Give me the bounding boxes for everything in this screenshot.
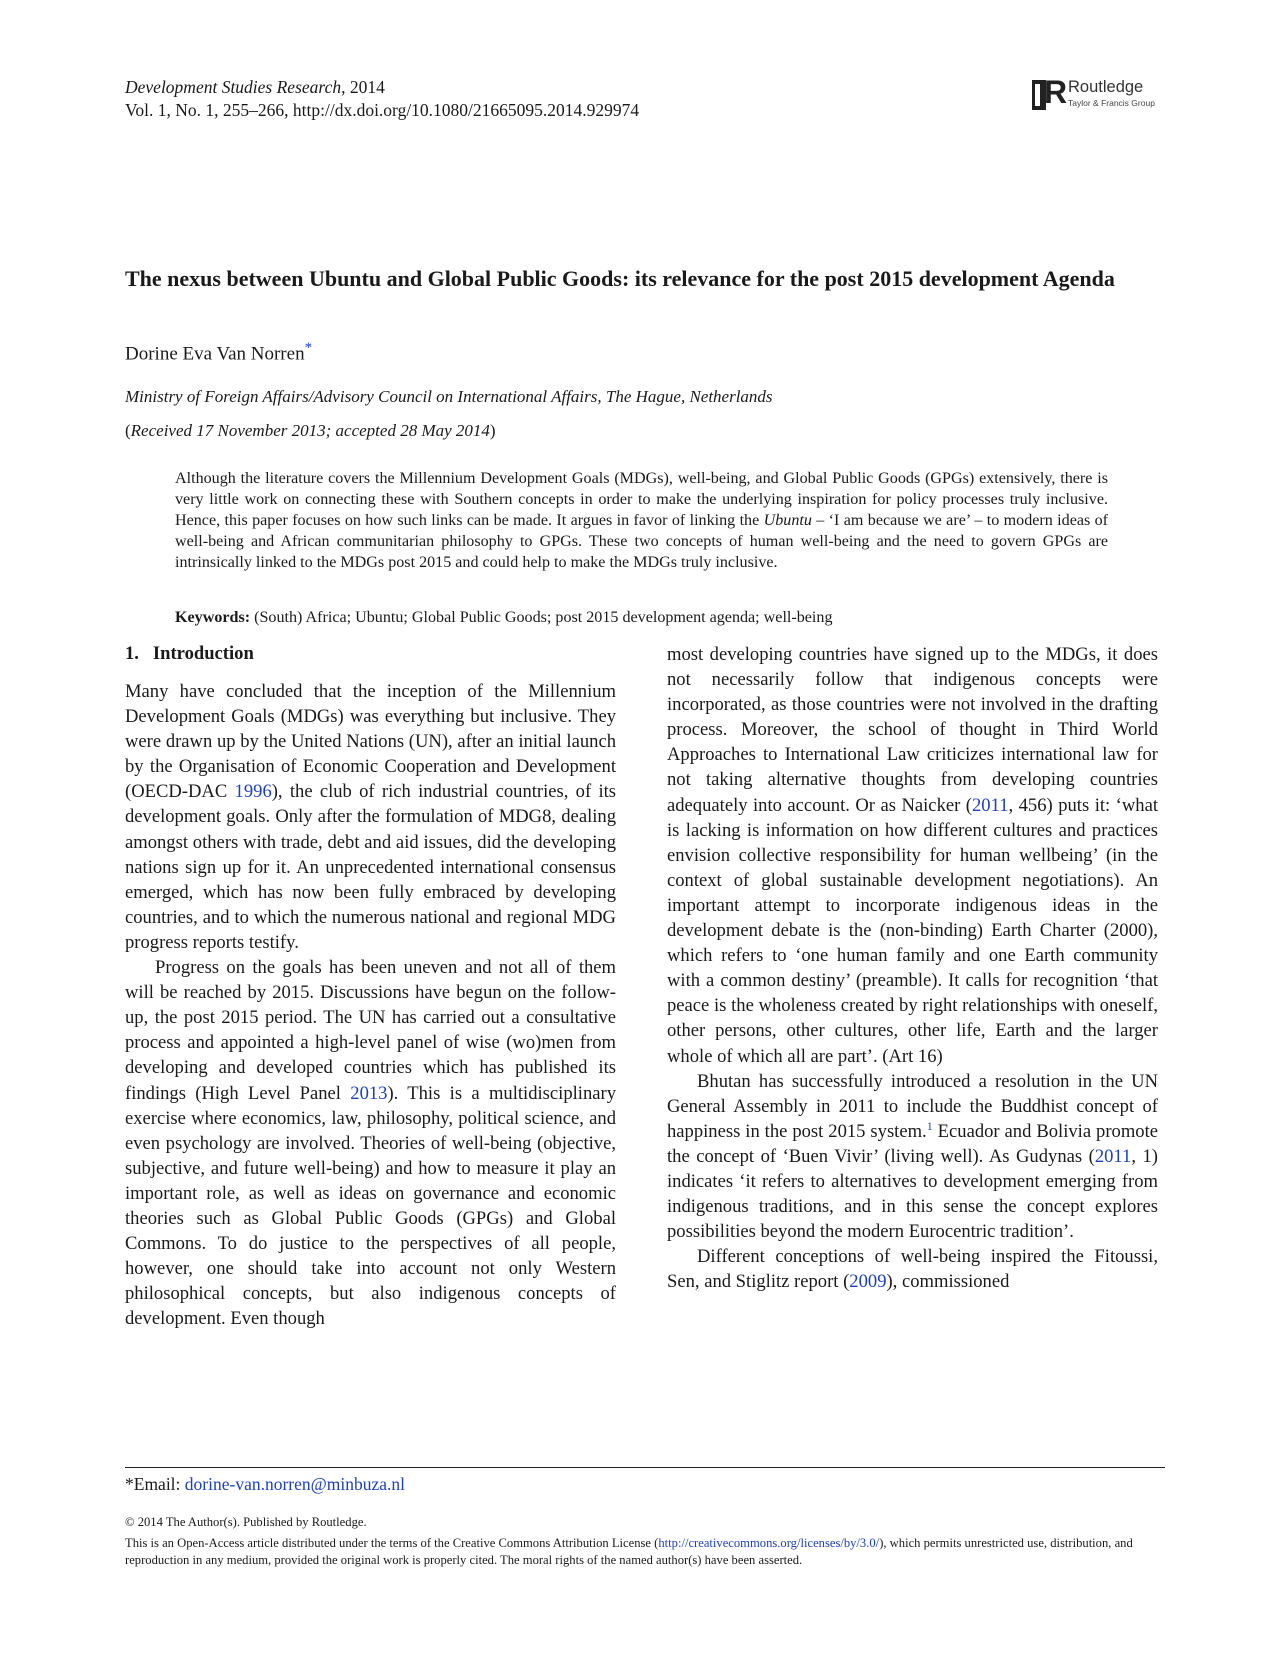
abstract-text-2: – ‘I am because we are’ – to modern ideas of well-being and African communitarian philosophy to GPGs. These two concepts of human well-being and the need to govern GPGs are intrinsically linked to the MDGs post 2015 and could help to make the MDGs truly inclusive.: [175, 512, 1109, 571]
paren-close: ): [489, 421, 496, 440]
routledge-logo: [1032, 74, 1162, 114]
author-name: Dorine Eva Van Norren: [125, 343, 305, 365]
abstract-text-1: Although the literature covers the Millennium Development Goals (MDGs), well-being, and Global Public Goods (GPGs) extensively, there is very little work on connecting these with Southern concepts in order to make the underlying inspiration for policy processes truly inclusive. Hence, this paper focuses on how such links can be made. It argues in favor of linking the: [175, 470, 1108, 529]
text: Ecuador and Bolivia promote the concept of ‘Buen Vivir’ (living well). As Gudynas (: [667, 1120, 1158, 1167]
paragraph: [667, 1244, 1158, 1294]
article-title: The nexus between Ubuntu and Global Public Goods: its relevance for the post 2015 development Agenda: [125, 266, 1115, 291]
citation-link[interactable]: 2009: [849, 1271, 887, 1293]
email-label: *Email:: [125, 1474, 185, 1494]
text: ), which permits unrestricted use, distribution, and reproduction in any medium, provided the original work is properly cited. The moral rights of the named author(s) have been asserted.: [125, 1536, 1133, 1567]
logo-letter: R: [1044, 74, 1068, 110]
keywords-label: Keywords:: [175, 609, 251, 626]
citation-link[interactable]: 2011: [1094, 1145, 1132, 1167]
text: ), the club of rich industrial countries, of its development goals. Only after the formulation of MDG8, dealing amongst others with trade, debt and aid issues, did the developing nations sign up for it. An unprecedented international consensus emerged, which has now been fully embraced by developing countries, and to which the numerous national and regional MDG progress reports testify.: [125, 781, 617, 953]
received-dates: [125, 420, 496, 442]
copyright-line: © 2014 The Author(s). Published by Routledge.: [125, 1515, 367, 1529]
paragraph: [667, 642, 1158, 1069]
author-line: [125, 336, 312, 366]
text: Many have concluded that the inception of the Millennium Development Goals (MDGs) was everything but inclusive. They were drawn up by the United Nations (UN), after an initial launch by the Organisation of Economic Cooperation and Development (OECD-DAC: [125, 681, 616, 803]
license-link[interactable]: http://creativecommons.org/licenses/by/3.0/: [658, 1536, 880, 1550]
logo-name: Routledge: [1068, 78, 1144, 96]
text: , 456) puts it: ‘what is lacking is information on how different cultures and practices envision collective responsibility for human wellbeing’ (in the context of global sustainable development negotiations). An important attempt to incorporate indigenous ideas in the development debate is the (non-binding) Earth Charter (2000), which refers to ‘one human family and one Earth community with a common destiny’ (preamble). It calls for recognition ‘that peace is the wholeness created by right relationships with oneself, other persons, other cultures, other life, Earth and the larger whole of which all are part’. (Art 16): [667, 794, 1159, 1067]
citation-line: Vol. 1, No. 1, 255–266, http://dx.doi.org/10.1080/21665095.2014.929974: [125, 100, 640, 120]
citation-link[interactable]: 2013: [350, 1082, 388, 1104]
citation-link[interactable]: 1996: [234, 781, 272, 803]
paragraph: [125, 679, 616, 955]
paren-open: (: [125, 421, 131, 440]
footnote-divider: [125, 1467, 1165, 1468]
text: Progress on the goals has been uneven and not all of them will be reached by 2015. Discussions have begun on the follow-up, the post 2015 period. The UN has carried out a consultative process and appointed a high-level panel of wise (wo)men from developing and developed countries which has published its findings (High Level Panel: [125, 957, 616, 1104]
email-footnote: [125, 1473, 405, 1495]
left-column: [125, 643, 617, 1331]
journal-header: [125, 76, 639, 122]
email-link[interactable]: dorine-van.norren@minbuza.nl: [184, 1474, 405, 1494]
author-footnote-mark[interactable]: *: [304, 340, 313, 356]
logo-tagline: Taylor & Francis Group: [1068, 98, 1155, 108]
keywords: [175, 607, 1108, 628]
affiliation: Ministry of Foreign Affairs/Advisory Council on International Affairs, The Hague, Netherlands: [125, 387, 773, 406]
text: ). This is a multidisciplinary exercise where economics, law, philosophy, political science, and even psychology are involved. Theories of well-being (objective, subjective, and future well-being) and how to measure it play an important role, as well as ideas on governance and economic theories such as Global Public Goods (GPGs) and Global Commons. To do justice to the perspectives of all people, however, one should take into account not only Western philosophical concepts, but also indigenous concepts of development. Even though: [125, 1082, 616, 1330]
text: , 1) indicates ‘it refers to alternatives to development emerging from indigenous traditions, and in this sense the concept explores possibilities beyond the modern Eurocentric tradition’.: [667, 1145, 1158, 1243]
keywords-list: (South) Africa; Ubuntu; Global Public Goods; post 2015 development agenda; well-being: [250, 609, 833, 626]
text: most developing countries have signed up to the MDGs, it does not necessarily follow that indigenous concepts were incorporated, as those countries were not involved in the drafting process. Moreover, the school of thought in Third World Approaches to International Law criticizes international law for not taking alternative thoughts from developing countries adequately into account. Or as Naicker (: [667, 644, 1158, 816]
journal-year: , 2014: [341, 77, 385, 97]
paragraph: [667, 1069, 1158, 1245]
text: Bhutan has successfully introduced a resolution in the UN General Assembly in 2011 to include the Buddhist concept of happiness in the post 2015 system.: [667, 1070, 1158, 1142]
journal-name: Development Studies Research: [125, 77, 342, 97]
copyright-block: [125, 1514, 1165, 1569]
text: This is an Open-Access article distributed under the terms of the Creative Commons Attribution License (: [125, 1536, 659, 1550]
journal-line: [125, 76, 639, 99]
abstract: [175, 468, 1108, 573]
right-column: [667, 642, 1158, 1294]
abstract-ubuntu: Ubuntu: [763, 512, 812, 529]
footnote-link[interactable]: 1: [926, 1118, 933, 1133]
section-heading: 1. Introduction: [125, 643, 254, 664]
paragraph: [125, 955, 616, 1331]
license-text: [125, 1535, 1165, 1569]
text: Different conceptions of well-being inspired the Fitoussi, Sen, and Stiglitz report (: [667, 1246, 1158, 1293]
received-text: Received 17 November 2013; accepted 28 May 2014: [130, 421, 490, 440]
citation-link[interactable]: 2011: [972, 794, 1009, 816]
text: ), commissioned: [886, 1271, 1010, 1293]
